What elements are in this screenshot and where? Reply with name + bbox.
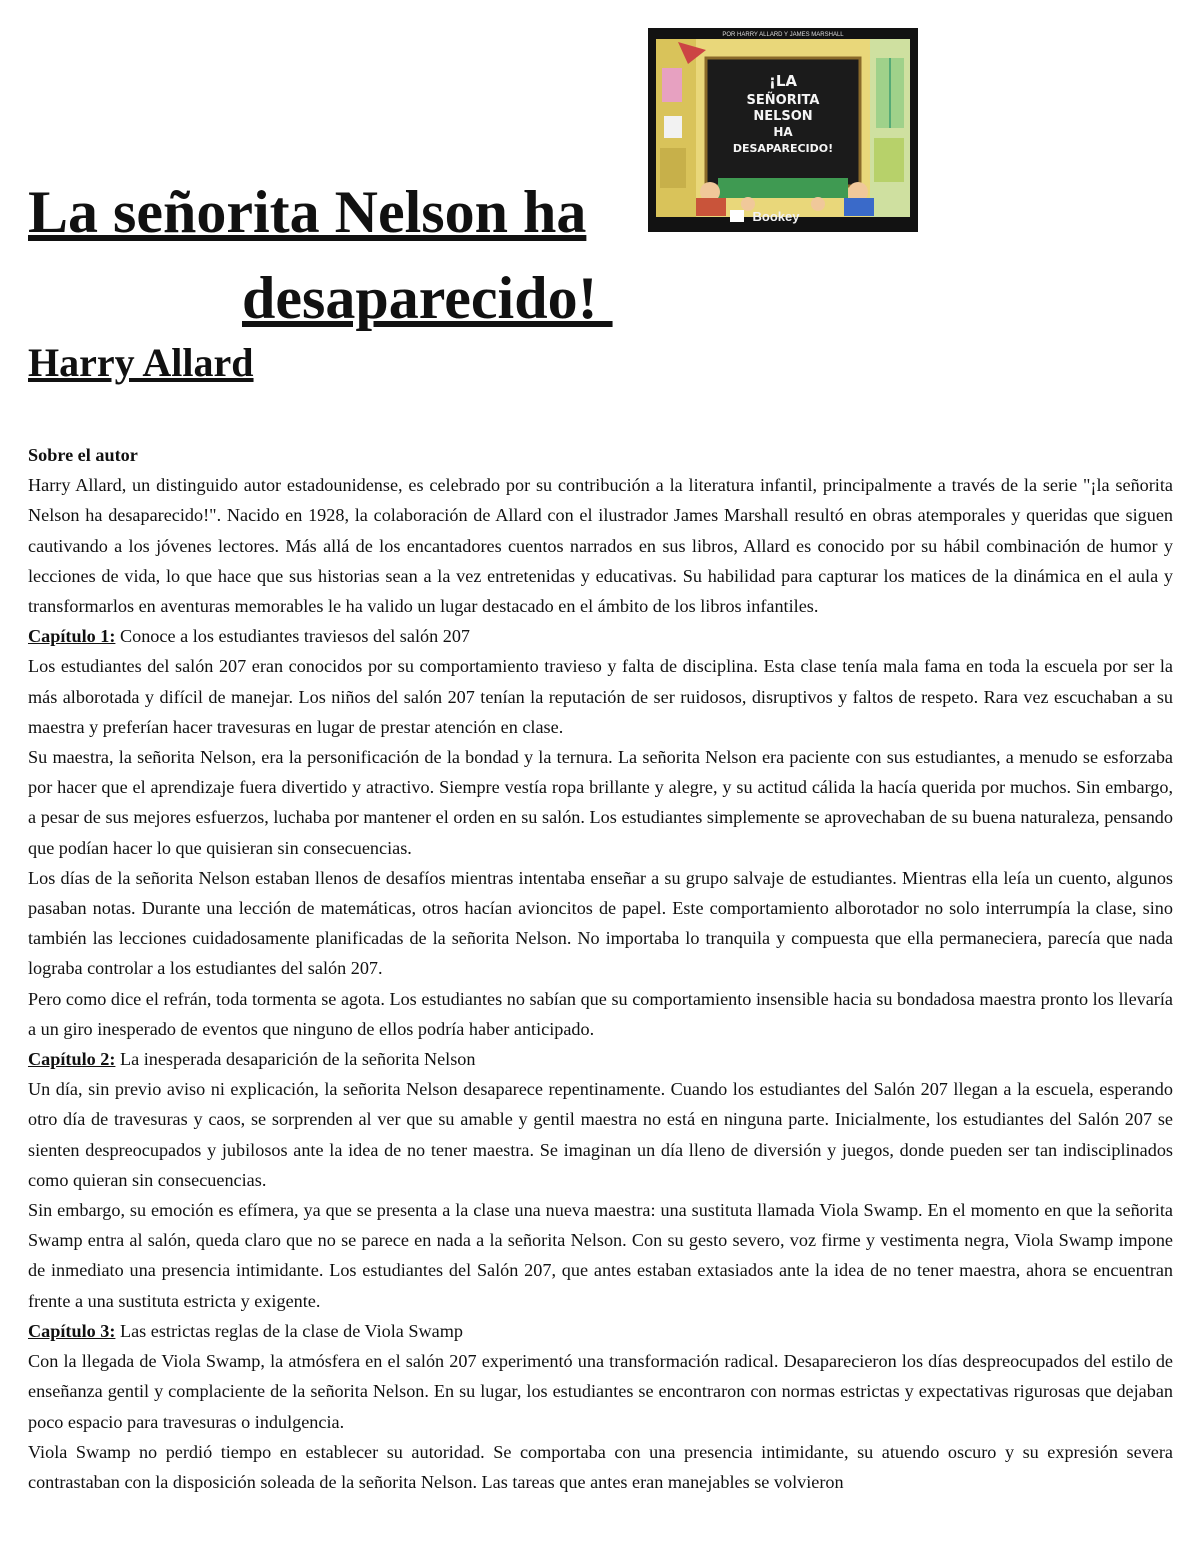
author-name: Harry Allard xyxy=(28,340,254,385)
cover-brand: Bookey xyxy=(752,209,800,224)
chapter-3-title: Las estrictas reglas de la clase de Viola Swamp xyxy=(115,1320,463,1341)
about-author-heading: Sobre el autor xyxy=(28,445,138,465)
cover-title-line-4: HA xyxy=(773,125,793,139)
cover-title-line-2: SEÑORITA xyxy=(746,93,820,108)
book-cover-image xyxy=(648,28,918,232)
cover-top-text: POR HARRY ALLARD Y JAMES MARSHALL xyxy=(722,32,844,38)
chapter-1-paragraph-4: Pero como dice el refrán, toda tormenta se agota. Los estudiantes no sabían que su comportamiento insensible hacia su bondadosa maestra pronto los llevaría a un giro inesperado de eventos que ninguno de ellos podría haber anticipado. xyxy=(28,988,1173,1039)
chapter-1-heading xyxy=(28,621,1173,651)
chapter-2-title: La inesperada desaparición de la señorita Nelson xyxy=(115,1049,476,1070)
chapter-3-heading xyxy=(28,1316,1173,1346)
document-title-line-1: La señorita Nelson ha xyxy=(28,179,587,245)
document-title-line-2: desaparecido! xyxy=(242,265,613,331)
chapter-2-heading xyxy=(28,1044,1173,1074)
chapter-1-paragraph-3: Los días de la señorita Nelson estaban llenos de desafíos mientras intentaba enseñar a su grupo salvaje de estudiantes. Mientras ella leía un cuento, algunos pasaban notas. Durante una lección de matemáticas, otros hacían avioncitos de papel. Este comportamiento alborotador no solo interrumpía la clase, sino también las lecciones cuidadosamente planificadas de la señorita Nelson. No importaba lo tranquila y compuesta que ella permaneciera, parecía que nada lograba controlar a los estudiantes del salón 207. xyxy=(28,867,1173,979)
chapter-1-label: Capítulo 1: xyxy=(28,626,116,647)
cover-title-line-5: DESAPARECIDO! xyxy=(732,142,834,155)
chapter-3-paragraph-2: Viola Swamp no perdió tiempo en establecer su autoridad. Se comportaba con una presencia intimidante, su atuendo oscuro y su expresión severa contrastaban con la disposición soleada de la señorita Nelson. Las tareas que antes eran manejables se volvieron xyxy=(28,1441,1173,1492)
chapter-1-paragraph-2: Su maestra, la señorita Nelson, era la personificación de la bondad y la ternura. La señorita Nelson era paciente con sus estudiantes, a menudo se esforzaba por hacer que el aprendizaje fuera divertido y atractivo. Siempre vestía ropa brillante y alegre, y su actitud cálida la hacía querida por muchos. Sin embargo, a pesar de sus mejores esfuerzos, luchaba por mantener el orden en su salón. Los estudiantes simplemente se aprovechaban de su buena naturaleza, pensando que podían hacer lo que quisieran sin consecuencias. xyxy=(28,747,1173,858)
chapter-2-paragraph-2: Sin embargo, su emoción es efímera, ya que se presenta a la clase una nueva maestra: una sustituta llamada Viola Swamp. En el momento en que la señorita Swamp entra al salón, queda claro que no se parece en nada a la señorita Nelson. Con su gesto severo, voz firme y vestimenta negra, Viola Swamp impone de inmediato una presencia intimidante. Los estudiantes del Salón 207, que antes estaban extasiados ante la idea de no tener maestra, ahora se encuentran frente a una sustituta estricta y exigente. xyxy=(28,1200,1173,1311)
cover-title-line-3: NELSON xyxy=(753,109,813,124)
chapter-3-paragraph-1: Con la llegada de Viola Swamp, la atmósfera en el salón 207 experimentó una transformación radical. Desaparecieron los días despreocupados del estilo de enseñanza gentil y complaciente de la señorita Nelson. En su lugar, los estudiantes se encontraron con normas estrictas y expectativas rigurosas que dejaban poco espacio para travesuras o indulgencia. xyxy=(28,1351,1173,1432)
chapter-2-paragraph-1: Un día, sin previo aviso ni explicación, la señorita Nelson desaparece repentinamente. Cuando los estudiantes del Salón 207 llegan a la escuela, esperando otro día de travesuras y caos, se sorprenden al ver que su amable y gentil maestra no está en ninguna parte. Inicialmente, los estudiantes del Salón 207 se sienten despreocupados y jubilosos ante la idea de no tener maestra. Se imaginan un día lleno de diversión y juegos, donde pueden ser tan indisciplinados como quieran sin consecuencias. xyxy=(28,1079,1173,1190)
document-body xyxy=(28,440,1173,1497)
chapter-1-title: Conoce a los estudiantes traviesos del salón 207 xyxy=(115,626,471,647)
cover-title-line-1: ¡LA xyxy=(768,72,798,90)
chapter-2-label: Capítulo 2: xyxy=(28,1049,116,1070)
chapter-3-label: Capítulo 3: xyxy=(28,1320,116,1341)
about-author-text: Harry Allard, un distinguido autor estadounidense, es celebrado por su contribución a la literatura infantil, principalmente a través de la serie "¡la señorita Nelson ha desaparecido!". Nacido en 1928, la colaboración de Allard con el ilustrador James Marshall resultó en obras atemporales y queridas que siguen cautivando a los jóvenes lectores. Más allá de los encantadores cuentos narrados en sus libros, Allard es conocido por su hábil combinación de humor y lecciones de vida, lo que hace que sus historias sean a la vez entretenidas y educativas. Su habilidad para capturar los matices de la dinámica en el aula y transformarlos en aventuras memorables le ha valido un lugar destacado en el ámbito de los libros infantiles. xyxy=(28,475,1173,617)
chapter-1-paragraph-1: Los estudiantes del salón 207 eran conocidos por su comportamiento travieso y falta de disciplina. Esta clase tenía mala fama en toda la escuela por ser la más alborotada y difícil de manejar. Los niños del salón 207 tenían la reputación de ser ruidosos, disruptivos y faltos de respeto. Rara vez escuchaban a su maestra y preferían hacer travesuras en lugar de prestar atención en clase. xyxy=(28,656,1173,737)
